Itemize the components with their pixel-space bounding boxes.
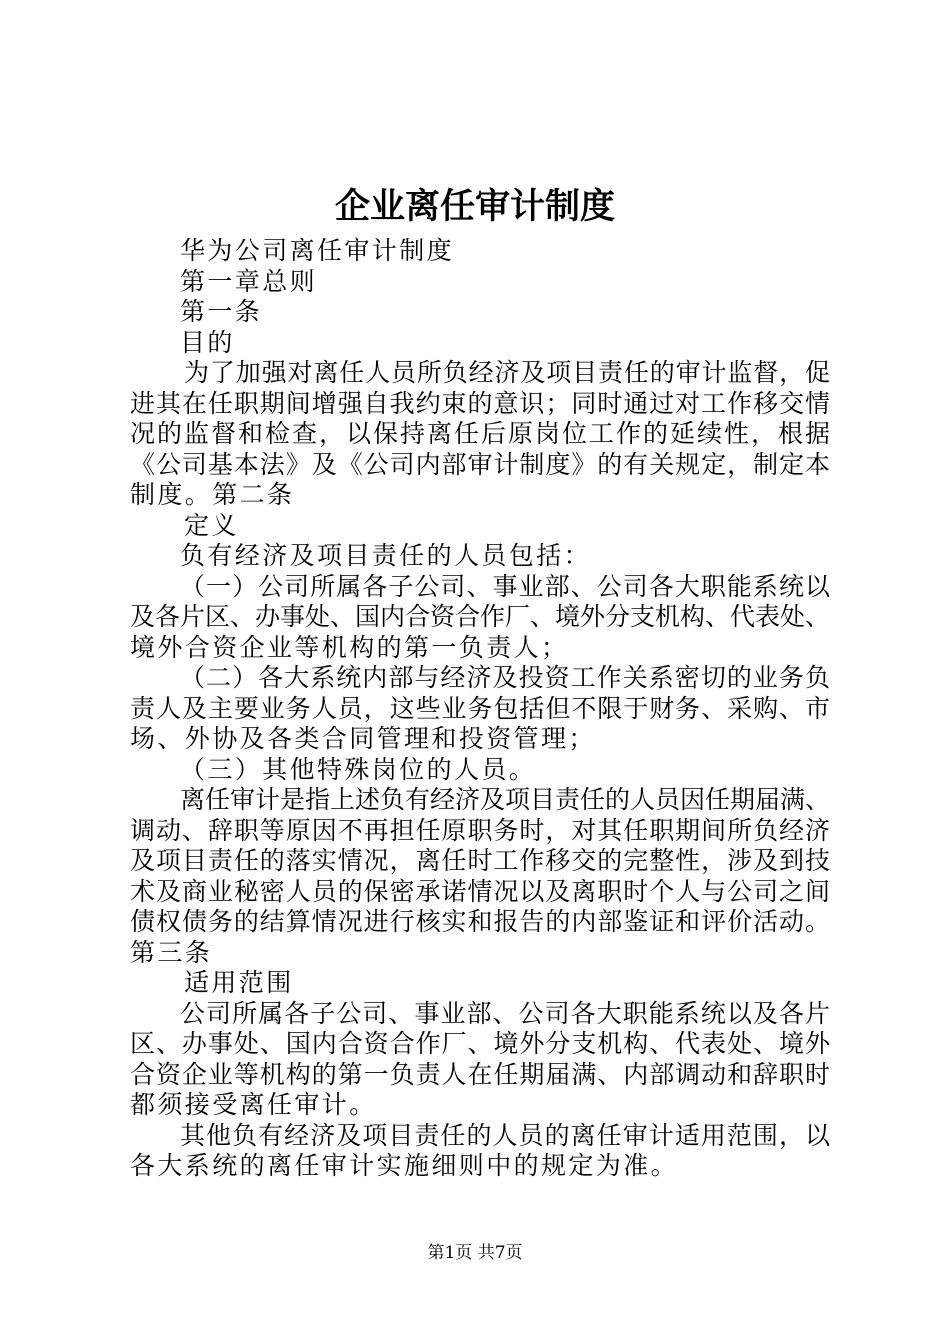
text-line: 进其在任职期间增强自我约束的意识；同时通过对工作移交情 bbox=[130, 388, 830, 418]
text-line: 债权债务的结算情况进行核实和报告的内部鉴证和评价活动。 bbox=[130, 907, 830, 936]
text-line: 负有经济及项目责任的人员包括： bbox=[180, 541, 592, 570]
document-title: 企业离任审计制度 bbox=[334, 186, 615, 227]
text-line: （二）各大系统内部与经济及投资工作关系密切的业务负 bbox=[180, 663, 830, 692]
text-line: 术及商业秘密人员的保密承诺情况以及离职时个人与公司之间 bbox=[130, 876, 830, 906]
text-line: 调动、辞职等原因不再担任原职务时，对其任职期间所负经济 bbox=[130, 815, 830, 845]
text-line: 《公司基本法》及《公司内部审计制度》的有关规定，制定本 bbox=[130, 449, 830, 479]
text-line: 第三条 bbox=[130, 937, 213, 967]
text-line: 场、外协及各类合同管理和投资管理； bbox=[130, 724, 596, 753]
text-line: 目的 bbox=[180, 327, 235, 357]
text-line: 及项目责任的落实情况，离任时工作移交的完整性，涉及到技 bbox=[130, 846, 830, 875]
text-line: 适用范围 bbox=[184, 968, 294, 997]
text-line: 其他负有经济及项目责任的人员的离任审计适用范围，以 bbox=[180, 1120, 830, 1150]
text-line: 制度。第二条 bbox=[130, 480, 295, 509]
text-line: （三）其他特殊岗位的人员。 bbox=[180, 754, 537, 784]
text-line: 区、办事处、国内合资合作厂、境外分支机构、代表处、境外 bbox=[130, 1029, 830, 1058]
text-line: 定义 bbox=[184, 510, 239, 540]
page-footer: 第1页 共7页 bbox=[427, 1243, 523, 1263]
text-line: 为了加强对离任人员所负经济及项目责任的审计监督，促 bbox=[184, 358, 830, 387]
text-line: 第一条 bbox=[180, 297, 263, 326]
text-line: （一）公司所属各子公司、事业部、公司各大职能系统以 bbox=[180, 571, 830, 601]
document-body bbox=[130, 236, 830, 1182]
text-line: 及各片区、办事处、国内合资合作厂、境外分支机构、代表处、 bbox=[130, 602, 831, 631]
text-line: 境外合资企业等机构的第一负责人； bbox=[130, 632, 569, 662]
text-line: 都须接受离任审计。 bbox=[130, 1090, 377, 1119]
text-line: 离任审计是指上述负有经济及项目责任的人员因任期届满、 bbox=[180, 785, 831, 814]
text-line: 各大系统的离任审计实施细则中的规定为准。 bbox=[130, 1151, 679, 1180]
text-line: 第一章总则 bbox=[180, 266, 318, 296]
text-line: 华为公司离任审计制度 bbox=[180, 236, 455, 265]
text-line: 况的监督和检查，以保持离任后原岗位工作的延续性，根据 bbox=[130, 419, 830, 448]
text-line: 合资企业等机构的第一负责人在任期届满、内部调动和辞职时 bbox=[130, 1059, 830, 1089]
text-line: 责人及主要业务人员，这些业务包括但不限于财务、采购、市 bbox=[130, 693, 830, 723]
text-line: 公司所属各子公司、事业部、公司各大职能系统以及各片 bbox=[180, 998, 830, 1028]
